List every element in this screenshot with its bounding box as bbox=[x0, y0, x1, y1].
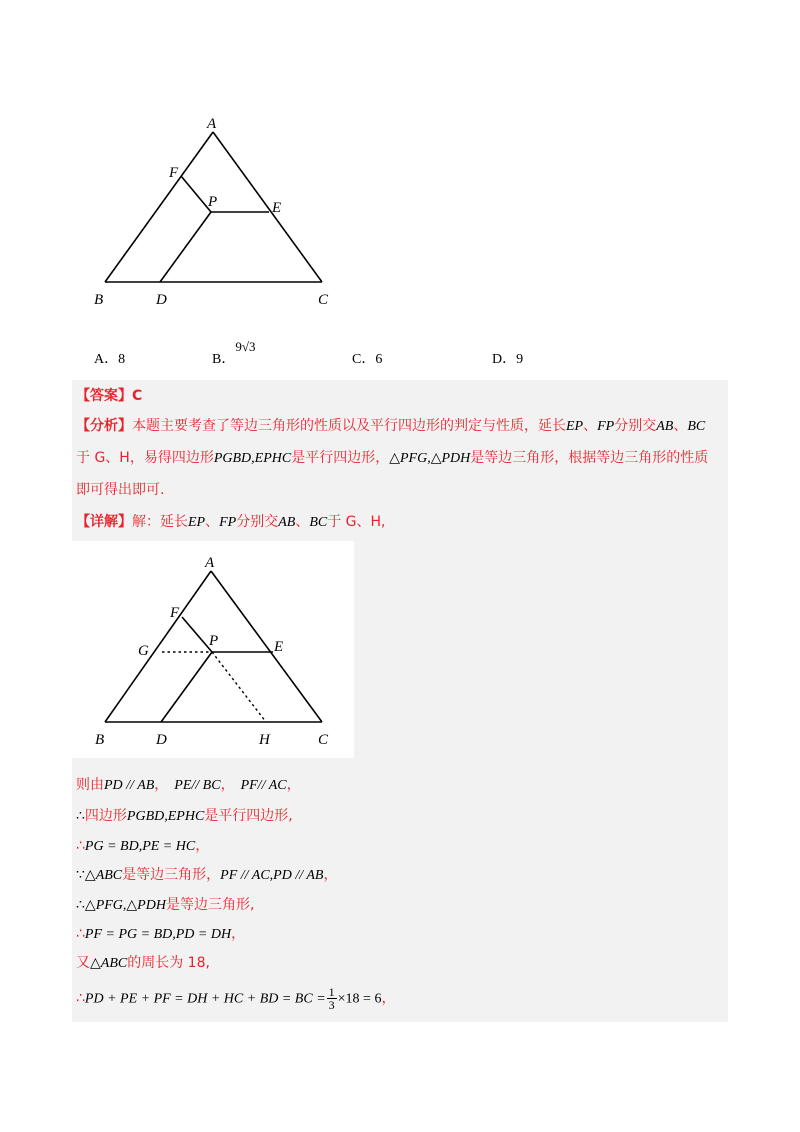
step-6 bbox=[76, 924, 245, 945]
step-8-math-1: PD + PE + PF = DH + HC + BD = BC = bbox=[84, 991, 326, 1007]
fraction-denominator: 3 bbox=[328, 998, 335, 1012]
fraction-numerator: 1 bbox=[328, 985, 335, 999]
analysis-text-5: 是等边三角形，根据等边三角形的性质 bbox=[470, 450, 709, 466]
step-7-math: △ABC bbox=[90, 956, 128, 971]
analysis-line-1 bbox=[76, 416, 705, 437]
fraction-one-third bbox=[327, 986, 337, 1011]
step-8-math-2: ×18 = 6 bbox=[337, 991, 382, 1007]
analysis-sep-1: 、 bbox=[583, 418, 598, 434]
segment-pd bbox=[161, 652, 212, 722]
step-5 bbox=[76, 895, 254, 916]
analysis-line-3 bbox=[76, 480, 164, 500]
step-1-text: 则由 bbox=[76, 777, 104, 793]
step-6-math: PF = PG = BD,PD = DH bbox=[84, 927, 232, 942]
detail-math-fp: FP bbox=[219, 515, 237, 530]
side-ac bbox=[211, 571, 322, 722]
detail-text-3: 于 G、H, bbox=[327, 514, 386, 530]
side-ab bbox=[105, 132, 213, 282]
therefore-icon: ∴ bbox=[76, 990, 85, 1007]
answer-value: C bbox=[132, 388, 143, 404]
label-c: C bbox=[318, 732, 329, 748]
choice-c-value: 6 bbox=[375, 352, 383, 367]
step-1-math-2: PE// BC bbox=[174, 778, 221, 793]
choice-d-value: 9 bbox=[516, 352, 524, 367]
detail-sep-2: 、 bbox=[295, 514, 310, 530]
choice-a-letter: A． bbox=[94, 352, 119, 367]
triangle-figure-1-svg bbox=[80, 112, 350, 312]
step-4-comma: ， bbox=[323, 867, 338, 883]
step-7-text-2: 的周长为 18, bbox=[127, 955, 210, 971]
choice-c[interactable] bbox=[352, 348, 382, 368]
choice-d-letter: D． bbox=[492, 352, 517, 367]
step-4-text: 是等边三角形， bbox=[122, 867, 221, 883]
choice-a[interactable] bbox=[94, 348, 125, 368]
analysis-text-1: 本题主要考查了等边三角形的性质以及平行四边形的判定与性质，延长 bbox=[132, 418, 566, 434]
step-3-comma: ， bbox=[195, 838, 210, 854]
label-a: A bbox=[205, 555, 215, 571]
step-2 bbox=[76, 806, 293, 827]
answer-line bbox=[76, 386, 142, 406]
step-7 bbox=[76, 953, 210, 974]
label-f: F bbox=[170, 605, 180, 621]
triangle-figure-2-svg bbox=[72, 541, 354, 758]
step-5-math: △PFG,△PDH bbox=[84, 898, 166, 913]
step-1-comma-2: ， bbox=[220, 777, 235, 793]
detail-math-ep: EP bbox=[188, 515, 206, 530]
step-1-math-1: PD // AB bbox=[104, 778, 155, 793]
label-e: E bbox=[274, 639, 284, 655]
step-4 bbox=[76, 865, 337, 886]
analysis-math-bc: BC bbox=[687, 419, 706, 434]
choice-c-letter: C． bbox=[352, 352, 376, 367]
triangle-figure-1 bbox=[80, 112, 350, 312]
answer-choices bbox=[0, 339, 800, 368]
step-1-math-3: PF// AC bbox=[240, 778, 287, 793]
detail-sep-1: 、 bbox=[205, 514, 220, 530]
label-d: D bbox=[156, 732, 167, 748]
step-2-text-1: 四边形 bbox=[84, 808, 127, 824]
dotted-segment-ph bbox=[212, 652, 266, 722]
therefore-icon: ∴ bbox=[76, 898, 85, 913]
label-b: B bbox=[94, 292, 104, 308]
step-7-text-1: 又 bbox=[76, 955, 90, 971]
analysis-math-fp: FP bbox=[597, 419, 615, 434]
step-3 bbox=[76, 836, 209, 857]
step-4-math-2: PF // AC,PD // AB bbox=[220, 868, 324, 883]
segment-pd bbox=[160, 212, 211, 282]
label-p: P bbox=[209, 633, 219, 649]
step-3-math: PG = BD,PE = HC bbox=[84, 839, 196, 854]
label-g: G bbox=[138, 643, 149, 659]
step-5-text: 是等边三角形, bbox=[165, 897, 255, 913]
detail-tag: 【详解】 bbox=[76, 514, 132, 530]
step-1-comma-1: ， bbox=[154, 777, 169, 793]
step-2-math: PGBD,EPHC bbox=[126, 809, 205, 824]
therefore-icon: ∴ bbox=[76, 809, 85, 824]
analysis-sep-2: 、 bbox=[673, 418, 688, 434]
detail-text-2: 分别交 bbox=[236, 514, 279, 530]
label-b: B bbox=[95, 732, 105, 748]
side-ac bbox=[213, 132, 322, 282]
label-p: P bbox=[208, 194, 218, 210]
answer-tag: 【答案】 bbox=[76, 388, 132, 404]
segment-fp bbox=[181, 176, 211, 212]
label-f: F bbox=[169, 165, 179, 181]
step-8-comma: ， bbox=[381, 990, 396, 1007]
step-1 bbox=[76, 775, 301, 796]
label-c: C bbox=[318, 292, 329, 308]
therefore-icon: ∴ bbox=[76, 838, 85, 854]
label-e: E bbox=[272, 200, 282, 216]
step-6-comma: ， bbox=[231, 926, 246, 942]
analysis-math-quads: PGBD,EPHC bbox=[213, 451, 292, 466]
segment-fp bbox=[182, 617, 212, 652]
step-8 bbox=[76, 986, 395, 1011]
choice-b-letter: B． bbox=[212, 352, 236, 367]
analysis-text-2: 分别交 bbox=[614, 418, 657, 434]
step-4-math-1: △ABC bbox=[84, 868, 123, 883]
choice-d[interactable] bbox=[492, 348, 523, 368]
detail-line bbox=[76, 512, 386, 533]
step-1-comma-3: ， bbox=[286, 777, 301, 793]
analysis-text-6: 即可得出即可. bbox=[76, 482, 165, 498]
analysis-text-3: 于 G、H，易得四边形 bbox=[76, 450, 214, 466]
analysis-text-4: 是平行四边形， bbox=[291, 450, 390, 466]
detail-math-bc: BC bbox=[309, 515, 328, 530]
therefore-icon: ∴ bbox=[76, 926, 85, 942]
analysis-line-2 bbox=[76, 448, 708, 469]
detail-math-ab: AB bbox=[278, 515, 296, 530]
side-ab bbox=[105, 571, 211, 722]
label-d: D bbox=[156, 292, 167, 308]
analysis-math-triangles: △PFG,△PDH bbox=[389, 451, 471, 466]
triangle-figure-2 bbox=[72, 541, 354, 758]
analysis-tag: 【分析】 bbox=[76, 418, 132, 434]
step-2-text-2: 是平行四边形, bbox=[204, 808, 293, 824]
label-h: H bbox=[259, 732, 270, 748]
choice-a-value: 8 bbox=[118, 352, 126, 367]
choice-b[interactable] bbox=[212, 339, 256, 368]
analysis-math-ep: EP bbox=[566, 419, 584, 434]
detail-text-1: 解：延长 bbox=[132, 514, 188, 530]
label-a: A bbox=[207, 116, 217, 132]
because-icon: ∵ bbox=[76, 868, 85, 883]
analysis-math-ab: AB bbox=[656, 419, 674, 434]
choice-b-value: 9√3 bbox=[235, 339, 256, 354]
